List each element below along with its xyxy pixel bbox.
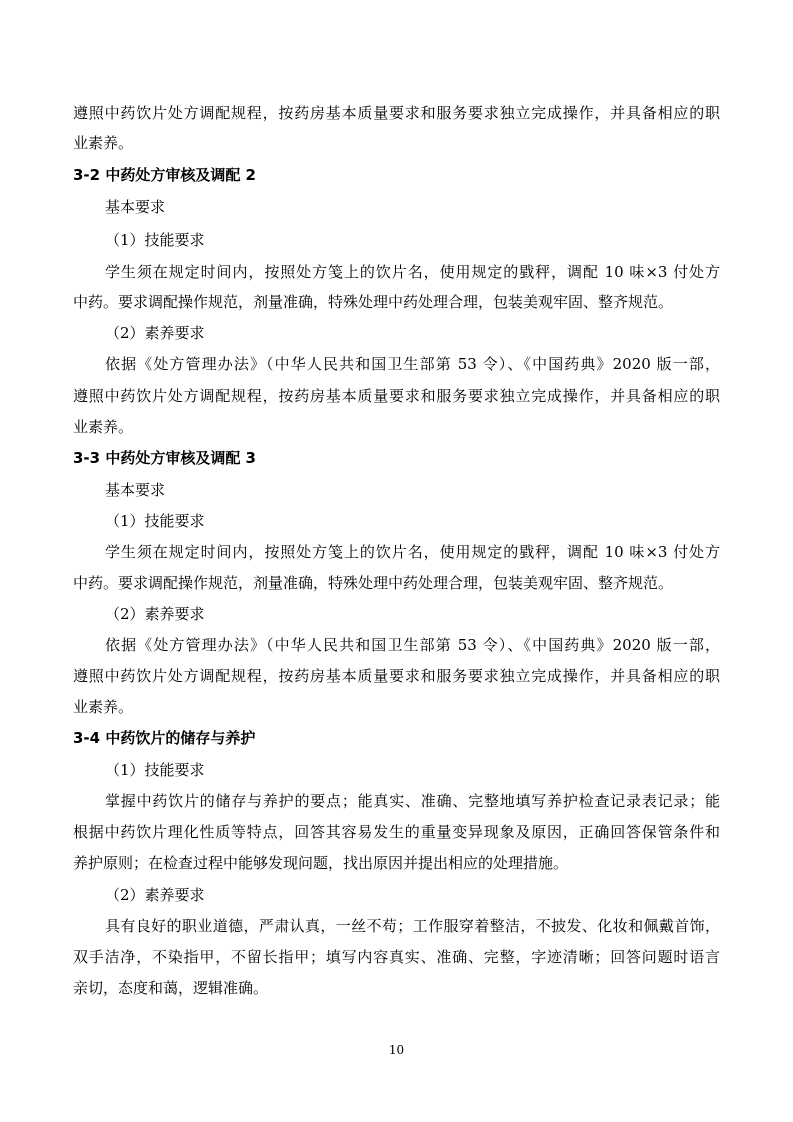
intro-line: 遵照中药饮片处方调配规程，按药房基本质量要求和服务要求独立完成操作，并具备相应的职 [73, 104, 720, 122]
skill-text-line: 学生须在规定时间内，按照处方笺上的饮片名，使用规定的戥秤，调配 10 味×3 付处方 [105, 263, 720, 281]
quality-requirements-label: （2）素养要求 [105, 886, 205, 904]
quality-text-line: 遵照中药饮片处方调配规程，按药房基本质量要求和服务要求独立完成操作，并具备相应的职 [73, 667, 720, 685]
section-heading-3-4: 3-4 中药饮片的储存与养护 [73, 729, 256, 747]
quality-text-line: 具有良好的职业道德，严肃认真，一丝不苟；工作服穿着整洁，不披发、化妆和佩戴首饰， [105, 917, 720, 935]
intro-line: 业素养。 [73, 134, 134, 152]
quality-text-line: 业素养。 [73, 418, 134, 436]
quality-text-line: 双手洁净，不染指甲，不留长指甲；填写内容真实、准确、完整，字迹清晰；回答问题时语言 [73, 948, 720, 966]
skill-text-line: 中药。要求调配操作规范，剂量准确，特殊处理中药处理合理，包装美观牢固、整齐规范。 [73, 293, 674, 311]
quality-text-line: 亲切，态度和蔼，逻辑准确。 [73, 979, 269, 997]
skill-text-line: 根据中药饮片理化性质等特点，回答其容易发生的重量变异现象及原因，正确回答保管条件和 [73, 823, 720, 841]
quality-requirements-label: （2）素养要求 [105, 605, 205, 623]
quality-text-line: 依据《处方管理办法》（中华人民共和国卫生部第 53 令）、《中国药典》2020 版一部， [105, 636, 720, 654]
basic-requirements-label: 基本要求 [105, 198, 166, 216]
skill-requirements-label: （1）技能要求 [105, 231, 205, 249]
section-heading-3-3: 3-3 中药处方审核及调配 3 [73, 449, 256, 467]
section-heading-3-2: 3-2 中药处方审核及调配 2 [73, 166, 256, 184]
skill-requirements-label: （1）技能要求 [105, 512, 205, 530]
quality-text-line: 遵照中药饮片处方调配规程，按药房基本质量要求和服务要求独立完成操作，并具备相应的职 [73, 387, 720, 405]
quality-text-line: 业素养。 [73, 698, 134, 716]
skill-text-line: 掌握中药饮片的储存与养护的要点；能真实、准确、完整地填写养护检查记录表记录；能 [105, 792, 720, 810]
basic-requirements-label: 基本要求 [105, 481, 166, 499]
quality-requirements-label: （2）素养要求 [105, 324, 205, 342]
page-number: 10 [388, 1043, 405, 1057]
skill-text-line: 中药。要求调配操作规范，剂量准确，特殊处理中药处理合理，包装美观牢固、整齐规范。 [73, 574, 674, 592]
quality-text-line: 依据《处方管理办法》（中华人民共和国卫生部第 53 令）、《中国药典》2020 版一部， [105, 355, 720, 373]
skill-text-line: 学生须在规定时间内，按照处方笺上的饮片名，使用规定的戥秤，调配 10 味×3 付处方 [105, 543, 720, 561]
skill-text-line: 养护原则；在检查过程中能够发现问题，找出原因并提出相应的处理措施。 [73, 854, 569, 872]
skill-requirements-label: （1）技能要求 [105, 761, 205, 779]
